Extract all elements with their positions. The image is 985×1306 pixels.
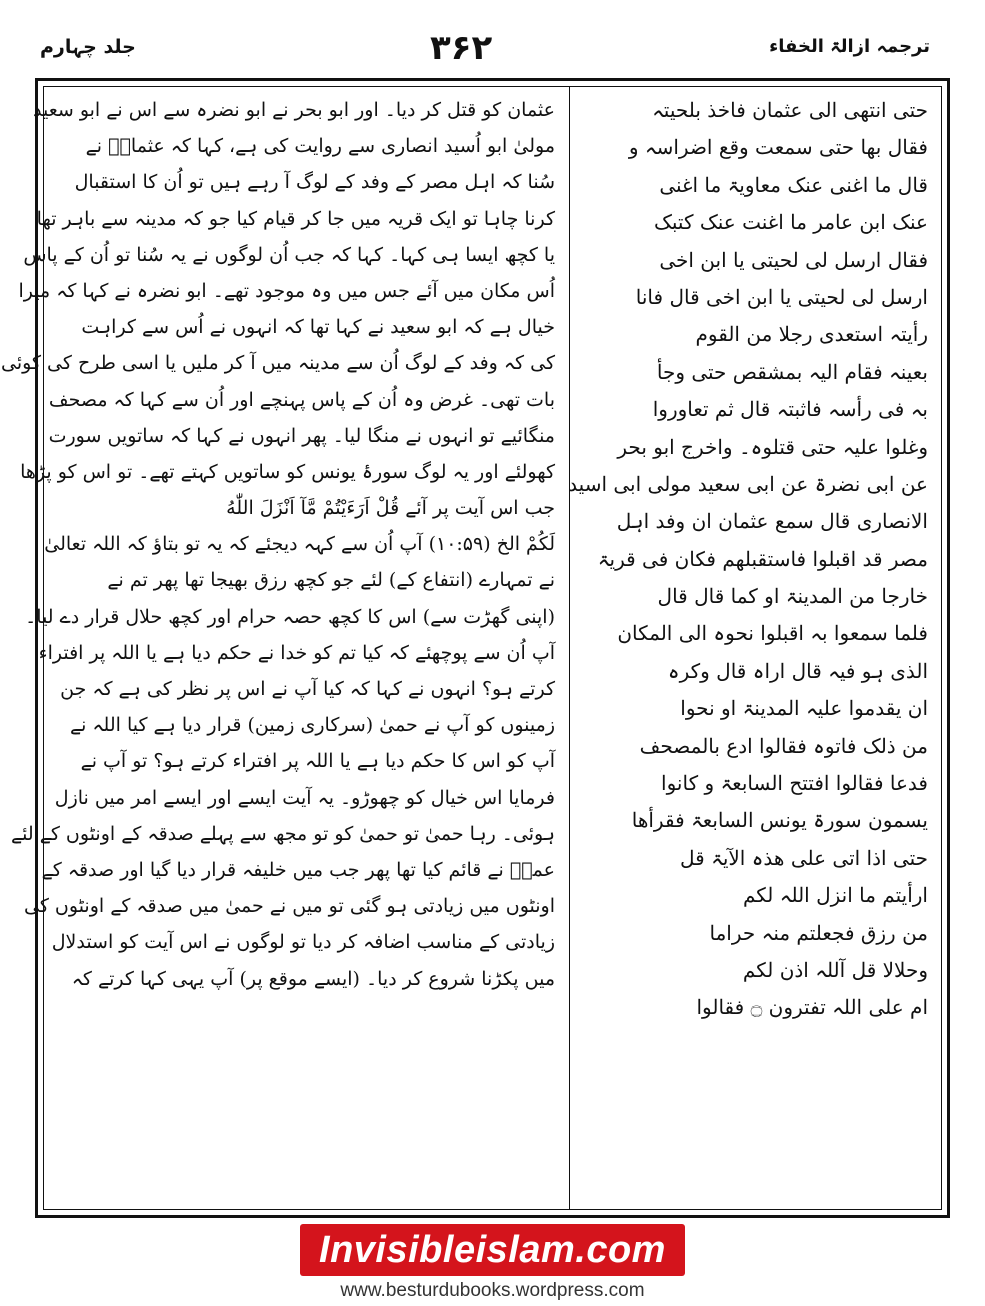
website-url[interactable]: www.besturdubooks.wordpress.com (340, 1280, 645, 1301)
page-number: ۳۶۲ (430, 28, 493, 68)
urdu-text-line: زمینوں کو آپ نے حمیٰ (سرکاری زمین) قرار دیا ہے کیا اللہ نے (69, 714, 555, 737)
urdu-text-line: آپ کو اس کا حکم دیا ہے یا اللہ پر افتراء کرتے ہو؟ تو آپ نے (80, 750, 555, 773)
urdu-text-line: عمرؓ نے قائم کیا تھا پھر جب میں خلیفہ قرار دیا گیا اور صدقہ کے (41, 858, 555, 881)
urdu-text-line: آپ اُن سے پوچھئے کہ کیا تم کو خدا نے حکم دیا ہے یا اللہ پر افتراء (38, 641, 555, 664)
arabic-text-line: فلما سمعوا بہ اقبلوا نحوہ الی المکان (617, 621, 928, 646)
arabic-text-line: ارسل لی لحیتی یا ابن اخی قال فانا (635, 284, 928, 309)
arabic-text-line: الانصاری قال سمع عثمان ان وفد اہل (616, 509, 928, 534)
arabic-text-line: بہ فی رأسہ فاثبتہ قال ثم تعاوروا (652, 397, 928, 422)
arabic-text-line: مصر قد اقبلوا فاستقبلھم فکان فی قریۃ (597, 546, 928, 571)
arabic-text-line: عن ابی نضرۃ عن ابی سعید مولی ابی اسید (568, 471, 928, 496)
urdu-text-line: نے تمہارے (انتفاع کے) لئے جو کچھ رزق بھیجا تھا پھر تم نے (107, 569, 555, 592)
urdu-text-line: کھولئے اور یہ لوگ سورۂ یونس کو ساتویں کہتے تھے۔ تو اس کو پڑھا (20, 460, 555, 483)
arabic-text-line: فدعا فقالوا افتتح السابعۃ و کانوا (661, 771, 928, 796)
arabic-text-line: الذی ہو فیہ قال اراہ قال وکرہ (667, 658, 928, 683)
arabic-text-line: وحلالا قل آللہ اذن لکم (742, 957, 928, 982)
arabic-text-line: حتی اذا اتی علی ھذہ الآیۃ قل (680, 845, 928, 870)
urdu-text-line: مولیٰ ابو اُسید انصاری سے روایت کی ہے، کہا کہ عثمانؓ نے (85, 135, 555, 158)
arabic-text-line: بعینہ فقام الیہ بمشقص حتی وجأ (656, 359, 928, 384)
arabic-text-line: ام علی اللہ تفترون ۝ فقالوا (696, 995, 928, 1020)
urdu-text-line: فرمایا اس خیال کو چھوڑو۔ یہ آیت ایسے اور ایسے امر میں نازل (54, 786, 555, 809)
urdu-text-line: عثمان کو قتل کر دیا۔ اور ابو بحر نے ابو نضرہ سے اس نے ابو سعید (32, 99, 555, 121)
urdu-text-line: زیادتی کے مناسب اضافہ کر دیا تو لوگوں نے اس آیت کو استدلال (51, 931, 555, 954)
arabic-text-line: حتی انتھی الی عثمان فاخذ بلحیتہ (652, 98, 928, 122)
arabic-text-line: من ذلک فاتوہ فقالوا ادع بالمصحف (639, 733, 928, 758)
urdu-translation-column (1, 92, 563, 997)
urdu-text-line: منگائیے تو انہوں نے منگا لیا۔ پھر انہوں نے کہا کہ ساتویں سورت (48, 424, 555, 447)
urdu-text-line: کرنا چاہا تو ایک قریہ میں جا کر قیام کیا جو کہ مدینہ سے باہر تھا (36, 207, 555, 230)
urdu-text-line: لَكُمْ الخ (۱۰:۵۹) آپ اُن سے کہہ دیجئے کہ یہ تو بتاؤ کہ اللہ تعالیٰ (44, 533, 555, 556)
urdu-text-line: اونٹوں میں زیادتی ہو گئی تو میں نے حمیٰ میں صدقہ کے اونٹوں کی (24, 895, 555, 918)
site-banner[interactable]: Invisibleislam.com (300, 1224, 685, 1276)
arabic-text-line: ان یقدموا علیہ المدینۃ او نحوا (680, 696, 928, 721)
arabic-text-line: قال ما اغنی عنک معاویۃ ما اغنی (659, 172, 928, 197)
urdu-text-line: یا کچھ ایسا ہی کہا۔ کہا کہ جب اُن لوگوں نے یہ سُنا تو اُن کے پاس (23, 243, 555, 266)
arabic-text-line: وغلوا علیہ حتی قتلوہ۔ واخرج ابو بحر (617, 434, 928, 459)
arabic-text-line: عنک ابن عامر ما اغنت عنک کتبک (654, 210, 928, 235)
arabic-text-line: ارأیتم ما انزل اللہ لکم (742, 883, 928, 908)
urdu-text-line: سُنا کہ اہل مصر کے وفد کے لوگ آ رہے ہیں تو اُن کا استقبال (74, 171, 555, 194)
column-divider (569, 86, 570, 1210)
urdu-text-line: (اپنی گھڑت سے) اس کا کچھ حصہ حرام اور کچھ حلال قرار دے لیا۔ (25, 605, 555, 628)
urdu-text-line: جب اس آیت پر آئے قُلْ اَرَءَيْتُمْ مَّآ اَنْزَلَ اللّٰهُ (226, 497, 555, 520)
urdu-text-line: ہوئی۔ رہا حمیٰ تو حمیٰ کو تو مجھ سے پہلے صدقہ کے اونٹوں کے لئے (11, 822, 555, 845)
urdu-text-line: اُس مکان میں آئے جس میں وہ موجود تھے۔ ابو نضرہ نے کہا کہ میرا (18, 279, 555, 302)
urdu-text-line: کرتے ہو؟ انہوں نے کہا کہ کیا آپ نے اس پر نظر کی ہے کہ جن (60, 678, 555, 700)
arabic-text-line: خارجا من المدینۃ او کما قال قال (657, 584, 928, 609)
urdu-text-line: کی کہ وفد کے لوگ اُن سے مدینہ میں آ کر ملیں یا اسی طرح کی کوئی (1, 352, 555, 375)
arabic-text-line: فقال بھا حتی سمعت وقع اضراسہ و (628, 135, 928, 160)
volume-label: جلد چہارم (40, 36, 136, 58)
urdu-text-line: میں پکڑنا شروع کر دیا۔ (ایسے موقع پر) آپ یہی کہا کرتے کہ (71, 967, 555, 990)
arabic-text-column (568, 92, 936, 1027)
arabic-text-line: رأیتہ استعدی رجلا من القوم (695, 322, 928, 347)
page-header (0, 28, 985, 78)
urdu-text-line: خیال ہے کہ ابو سعید نے کہا تھا کہ انہوں نے اُس سے کراہت (81, 316, 555, 339)
urdu-text-line: بات تھی۔ غرض وہ اُن کے پاس پہنچے اور اُن سے کہا کہ مصحف (48, 388, 555, 411)
arabic-text-line: من رزق فجعلتم منہ حراما (709, 920, 928, 945)
book-title: ترجمہ ازالۃ الخفاء (769, 36, 930, 57)
arabic-text-line: فقال ارسل لی لحیتی یا ابن اخی (659, 247, 928, 272)
arabic-text-line: یسمون سورۃ یونس السابعۃ فقرأھا (631, 808, 928, 833)
